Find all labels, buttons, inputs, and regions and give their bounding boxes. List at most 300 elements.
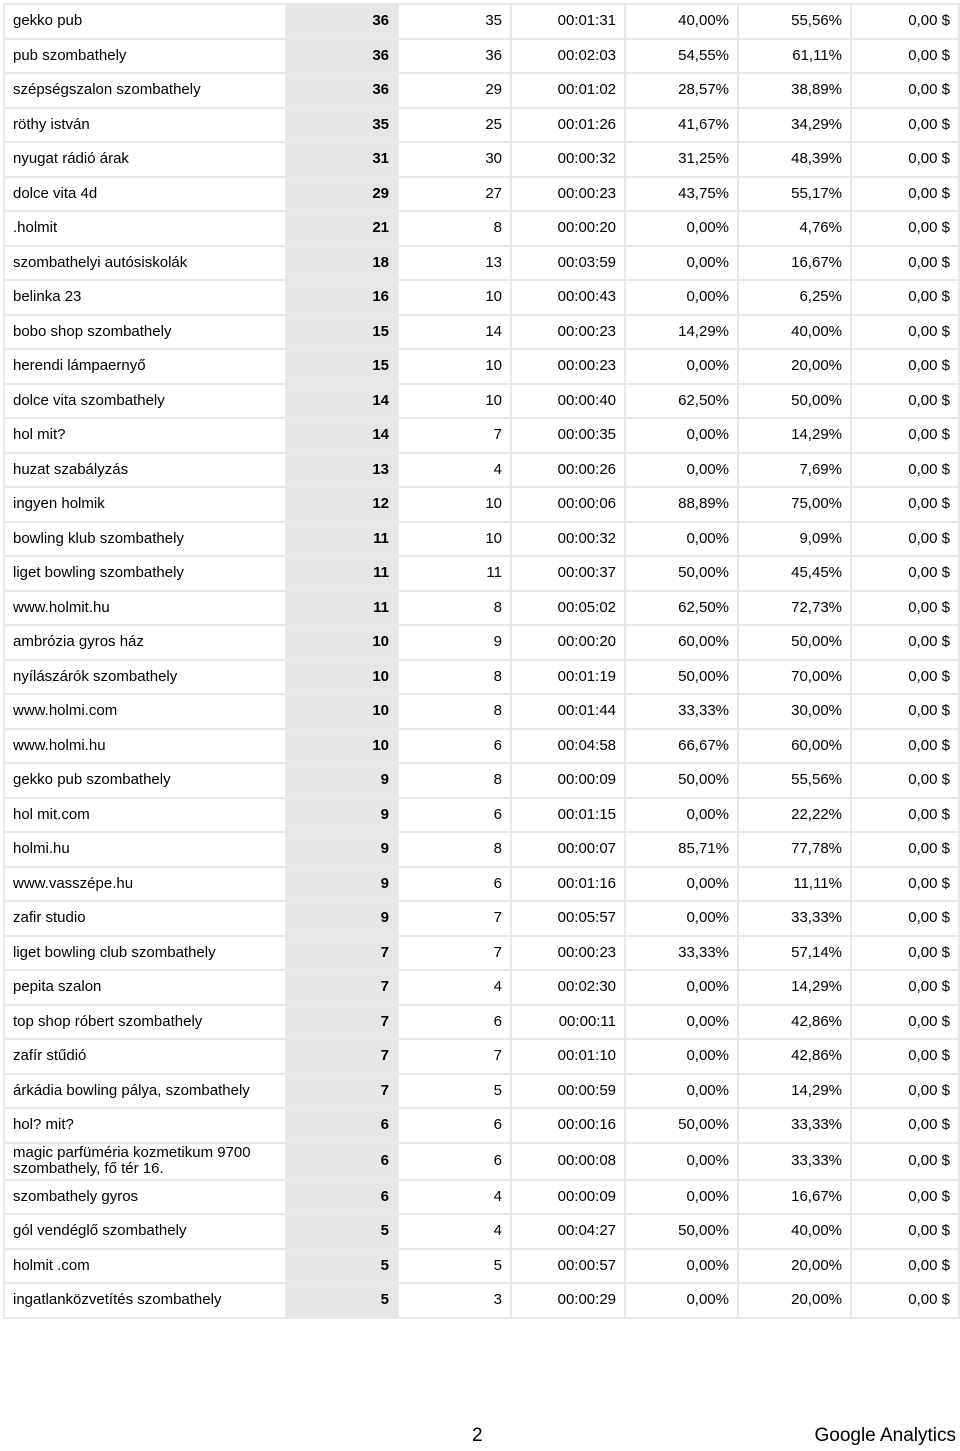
keyword-cell: zafír stűdió: [4, 1039, 286, 1074]
bounce-rate-cell: 38,89%: [738, 73, 851, 108]
visits-cell: 11: [286, 556, 398, 591]
revenue-cell: 0,00 $: [851, 694, 959, 729]
table-row: [4, 73, 959, 108]
visits-cell: 9: [286, 901, 398, 936]
avg-time-cell: 00:00:23: [511, 315, 625, 350]
revenue-cell: 0,00 $: [851, 418, 959, 453]
pages-per-visit-cell: 8: [398, 591, 511, 626]
keyword-cell: árkádia bowling pálya, szombathely: [4, 1074, 286, 1109]
pages-per-visit-cell: 6: [398, 1108, 511, 1143]
avg-time-cell: 00:00:29: [511, 1283, 625, 1318]
visits-cell: 11: [286, 522, 398, 557]
new-visits-cell: 0,00%: [625, 1249, 738, 1284]
footer-brand: Google Analytics: [814, 1425, 956, 1446]
visits-cell: 7: [286, 970, 398, 1005]
avg-time-cell: 00:00:07: [511, 832, 625, 867]
table-row: [4, 1074, 959, 1109]
bounce-rate-cell: 30,00%: [738, 694, 851, 729]
avg-time-cell: 00:01:19: [511, 660, 625, 695]
avg-time-cell: 00:01:26: [511, 108, 625, 143]
avg-time-cell: 00:04:58: [511, 729, 625, 764]
new-visits-cell: 62,50%: [625, 591, 738, 626]
bounce-rate-cell: 45,45%: [738, 556, 851, 591]
pages-per-visit-cell: 5: [398, 1074, 511, 1109]
pages-per-visit-cell: 6: [398, 1005, 511, 1040]
pages-per-visit-cell: 5: [398, 1249, 511, 1284]
bounce-rate-cell: 50,00%: [738, 625, 851, 660]
visits-cell: 10: [286, 625, 398, 660]
avg-time-cell: 00:00:11: [511, 1005, 625, 1040]
visits-cell: 36: [286, 73, 398, 108]
revenue-cell: 0,00 $: [851, 177, 959, 212]
visits-cell: 6: [286, 1108, 398, 1143]
page-number-text: 2: [472, 1425, 483, 1446]
revenue-cell: 0,00 $: [851, 556, 959, 591]
table-row: [4, 1214, 959, 1249]
revenue-cell: 0,00 $: [851, 211, 959, 246]
table-row: [4, 142, 959, 177]
new-visits-cell: 0,00%: [625, 901, 738, 936]
bounce-rate-cell: 33,33%: [738, 1108, 851, 1143]
keyword-cell: liget bowling club szombathely: [4, 936, 286, 971]
new-visits-cell: 0,00%: [625, 349, 738, 384]
table-row: [4, 453, 959, 488]
table-row: [4, 246, 959, 281]
table-row: [4, 349, 959, 384]
visits-cell: 14: [286, 418, 398, 453]
pages-per-visit-cell: 6: [398, 1143, 511, 1180]
keyword-cell: hol mit.com: [4, 798, 286, 833]
revenue-cell: 0,00 $: [851, 1180, 959, 1215]
table-row: [4, 901, 959, 936]
pages-per-visit-cell: 7: [398, 936, 511, 971]
avg-time-cell: 00:00:20: [511, 625, 625, 660]
keyword-cell: top shop róbert szombathely: [4, 1005, 286, 1040]
visits-cell: 9: [286, 763, 398, 798]
bounce-rate-cell: 70,00%: [738, 660, 851, 695]
table-row: [4, 1005, 959, 1040]
pages-per-visit-cell: 10: [398, 384, 511, 419]
keyword-cell: holmit .com: [4, 1249, 286, 1284]
pages-per-visit-cell: 4: [398, 1214, 511, 1249]
new-visits-cell: 0,00%: [625, 970, 738, 1005]
visits-cell: 5: [286, 1214, 398, 1249]
pages-per-visit-cell: 36: [398, 39, 511, 74]
revenue-cell: 0,00 $: [851, 453, 959, 488]
revenue-cell: 0,00 $: [851, 867, 959, 902]
visits-cell: 10: [286, 694, 398, 729]
table-row: [4, 487, 959, 522]
pages-per-visit-cell: 6: [398, 798, 511, 833]
revenue-cell: 0,00 $: [851, 798, 959, 833]
new-visits-cell: 31,25%: [625, 142, 738, 177]
visits-cell: 15: [286, 315, 398, 350]
bounce-rate-cell: 48,39%: [738, 142, 851, 177]
revenue-cell: 0,00 $: [851, 1249, 959, 1284]
avg-time-cell: 00:00:20: [511, 211, 625, 246]
revenue-cell: 0,00 $: [851, 901, 959, 936]
bounce-rate-cell: 75,00%: [738, 487, 851, 522]
revenue-cell: 0,00 $: [851, 142, 959, 177]
new-visits-cell: 0,00%: [625, 1039, 738, 1074]
new-visits-cell: 0,00%: [625, 1283, 738, 1318]
revenue-cell: 0,00 $: [851, 349, 959, 384]
avg-time-cell: 00:00:40: [511, 384, 625, 419]
keyword-cell: dolce vita 4d: [4, 177, 286, 212]
new-visits-cell: 28,57%: [625, 73, 738, 108]
bounce-rate-cell: 40,00%: [738, 1214, 851, 1249]
pages-per-visit-cell: 29: [398, 73, 511, 108]
keyword-cell: szépségszalon szombathely: [4, 73, 286, 108]
new-visits-cell: 0,00%: [625, 867, 738, 902]
revenue-cell: 0,00 $: [851, 522, 959, 557]
table-row: [4, 4, 959, 39]
avg-time-cell: 00:00:32: [511, 142, 625, 177]
pages-per-visit-cell: 8: [398, 832, 511, 867]
keyword-cell: liget bowling szombathely: [4, 556, 286, 591]
revenue-cell: 0,00 $: [851, 729, 959, 764]
revenue-cell: 0,00 $: [851, 763, 959, 798]
revenue-cell: 0,00 $: [851, 1074, 959, 1109]
new-visits-cell: 50,00%: [625, 1108, 738, 1143]
keyword-cell: herendi lámpaernyő: [4, 349, 286, 384]
visits-cell: 21: [286, 211, 398, 246]
table-row: [4, 625, 959, 660]
avg-time-cell: 00:01:15: [511, 798, 625, 833]
table-row: [4, 315, 959, 350]
table-row: [4, 211, 959, 246]
pages-per-visit-cell: 8: [398, 211, 511, 246]
visits-cell: 14: [286, 384, 398, 419]
pages-per-visit-cell: 4: [398, 453, 511, 488]
bounce-rate-cell: 72,73%: [738, 591, 851, 626]
visits-cell: 9: [286, 867, 398, 902]
bounce-rate-cell: 6,25%: [738, 280, 851, 315]
pages-per-visit-cell: 25: [398, 108, 511, 143]
visits-cell: 13: [286, 453, 398, 488]
avg-time-cell: 00:00:09: [511, 763, 625, 798]
pages-per-visit-cell: 10: [398, 280, 511, 315]
pages-per-visit-cell: 7: [398, 901, 511, 936]
table-row: [4, 556, 959, 591]
keyword-cell: hol? mit?: [4, 1108, 286, 1143]
pages-per-visit-cell: 10: [398, 349, 511, 384]
pages-per-visit-cell: 27: [398, 177, 511, 212]
keyword-cell: huzat szabályzás: [4, 453, 286, 488]
bounce-rate-cell: 11,11%: [738, 867, 851, 902]
revenue-cell: 0,00 $: [851, 591, 959, 626]
visits-cell: 15: [286, 349, 398, 384]
keyword-report-table: [3, 3, 960, 1319]
keyword-cell: .holmit: [4, 211, 286, 246]
new-visits-cell: 43,75%: [625, 177, 738, 212]
bounce-rate-cell: 20,00%: [738, 1249, 851, 1284]
table-row: [4, 39, 959, 74]
revenue-cell: 0,00 $: [851, 1005, 959, 1040]
new-visits-cell: 0,00%: [625, 522, 738, 557]
visits-cell: 9: [286, 832, 398, 867]
bounce-rate-cell: 33,33%: [738, 901, 851, 936]
new-visits-cell: 54,55%: [625, 39, 738, 74]
keyword-cell: gekko pub: [4, 4, 286, 39]
avg-time-cell: 00:00:06: [511, 487, 625, 522]
visits-cell: 29: [286, 177, 398, 212]
keyword-cell: www.holmit.hu: [4, 591, 286, 626]
pages-per-visit-cell: 6: [398, 867, 511, 902]
new-visits-cell: 60,00%: [625, 625, 738, 660]
table-body: [4, 4, 959, 1318]
new-visits-cell: 66,67%: [625, 729, 738, 764]
avg-time-cell: 00:01:16: [511, 867, 625, 902]
revenue-cell: 0,00 $: [851, 1283, 959, 1318]
pages-per-visit-cell: 14: [398, 315, 511, 350]
avg-time-cell: 00:00:16: [511, 1108, 625, 1143]
pages-per-visit-cell: 9: [398, 625, 511, 660]
new-visits-cell: 0,00%: [625, 798, 738, 833]
new-visits-cell: 85,71%: [625, 832, 738, 867]
bounce-rate-cell: 77,78%: [738, 832, 851, 867]
visits-cell: 7: [286, 1074, 398, 1109]
pages-per-visit-cell: 7: [398, 1039, 511, 1074]
new-visits-cell: 0,00%: [625, 1143, 738, 1180]
avg-time-cell: 00:01:02: [511, 73, 625, 108]
visits-cell: 7: [286, 1039, 398, 1074]
table-row: [4, 798, 959, 833]
revenue-cell: 0,00 $: [851, 660, 959, 695]
bounce-rate-cell: 9,09%: [738, 522, 851, 557]
keyword-cell: nyugat rádió árak: [4, 142, 286, 177]
table-row: [4, 1039, 959, 1074]
revenue-cell: 0,00 $: [851, 108, 959, 143]
new-visits-cell: 14,29%: [625, 315, 738, 350]
revenue-cell: 0,00 $: [851, 832, 959, 867]
new-visits-cell: 50,00%: [625, 763, 738, 798]
revenue-cell: 0,00 $: [851, 1039, 959, 1074]
revenue-cell: 0,00 $: [851, 315, 959, 350]
keyword-cell: ingyen holmik: [4, 487, 286, 522]
table-row: [4, 1180, 959, 1215]
revenue-cell: 0,00 $: [851, 39, 959, 74]
keyword-cell: röthy istván: [4, 108, 286, 143]
table-row: [4, 1108, 959, 1143]
revenue-cell: 0,00 $: [851, 487, 959, 522]
bounce-rate-cell: 14,29%: [738, 418, 851, 453]
new-visits-cell: 33,33%: [625, 694, 738, 729]
table-row: [4, 1249, 959, 1284]
bounce-rate-cell: 42,86%: [738, 1005, 851, 1040]
bounce-rate-cell: 60,00%: [738, 729, 851, 764]
bounce-rate-cell: 16,67%: [738, 246, 851, 281]
keyword-cell: dolce vita szombathely: [4, 384, 286, 419]
visits-cell: 6: [286, 1180, 398, 1215]
table-row: [4, 591, 959, 626]
pages-per-visit-cell: 11: [398, 556, 511, 591]
keyword-cell: nyílászárók szombathely: [4, 660, 286, 695]
revenue-cell: 0,00 $: [851, 1108, 959, 1143]
revenue-cell: 0,00 $: [851, 246, 959, 281]
new-visits-cell: 0,00%: [625, 1005, 738, 1040]
visits-cell: 6: [286, 1143, 398, 1180]
bounce-rate-cell: 22,22%: [738, 798, 851, 833]
avg-time-cell: 00:00:37: [511, 556, 625, 591]
pages-per-visit-cell: 4: [398, 1180, 511, 1215]
pages-per-visit-cell: 35: [398, 4, 511, 39]
keyword-cell: gól vendéglő szombathely: [4, 1214, 286, 1249]
table-row: [4, 867, 959, 902]
pages-per-visit-cell: 30: [398, 142, 511, 177]
table-row: [4, 522, 959, 557]
revenue-cell: 0,00 $: [851, 73, 959, 108]
avg-time-cell: 00:05:02: [511, 591, 625, 626]
revenue-cell: 0,00 $: [851, 936, 959, 971]
avg-time-cell: 00:00:09: [511, 1180, 625, 1215]
new-visits-cell: 0,00%: [625, 211, 738, 246]
revenue-cell: 0,00 $: [851, 280, 959, 315]
pages-per-visit-cell: 8: [398, 660, 511, 695]
visits-cell: 10: [286, 729, 398, 764]
keyword-cell: belinka 23: [4, 280, 286, 315]
avg-time-cell: 00:00:23: [511, 936, 625, 971]
revenue-cell: 0,00 $: [851, 625, 959, 660]
pages-per-visit-cell: 3: [398, 1283, 511, 1318]
keyword-cell: szombathely gyros: [4, 1180, 286, 1215]
keyword-cell: bobo shop szombathely: [4, 315, 286, 350]
bounce-rate-cell: 34,29%: [738, 108, 851, 143]
avg-time-cell: 00:00:59: [511, 1074, 625, 1109]
new-visits-cell: 0,00%: [625, 1074, 738, 1109]
new-visits-cell: 0,00%: [625, 246, 738, 281]
avg-time-cell: 00:04:27: [511, 1214, 625, 1249]
table-row: [4, 418, 959, 453]
keyword-cell: hol mit?: [4, 418, 286, 453]
new-visits-cell: 50,00%: [625, 1214, 738, 1249]
table-row: [4, 763, 959, 798]
bounce-rate-cell: 14,29%: [738, 1074, 851, 1109]
bounce-rate-cell: 55,56%: [738, 763, 851, 798]
new-visits-cell: 33,33%: [625, 936, 738, 971]
new-visits-cell: 0,00%: [625, 453, 738, 488]
keyword-cell: pepita szalon: [4, 970, 286, 1005]
keyword-cell: pub szombathely: [4, 39, 286, 74]
revenue-cell: 0,00 $: [851, 1143, 959, 1180]
visits-cell: 36: [286, 4, 398, 39]
bounce-rate-cell: 57,14%: [738, 936, 851, 971]
new-visits-cell: 88,89%: [625, 487, 738, 522]
visits-cell: 7: [286, 936, 398, 971]
table-row: [4, 108, 959, 143]
table-row: [4, 694, 959, 729]
table-row: [4, 832, 959, 867]
keyword-cell: ambrózia gyros ház: [4, 625, 286, 660]
new-visits-cell: 50,00%: [625, 556, 738, 591]
pages-per-visit-cell: 8: [398, 694, 511, 729]
visits-cell: 31: [286, 142, 398, 177]
visits-cell: 36: [286, 39, 398, 74]
keyword-cell: holmi.hu: [4, 832, 286, 867]
avg-time-cell: 00:00:23: [511, 349, 625, 384]
bounce-rate-cell: 14,29%: [738, 970, 851, 1005]
pages-per-visit-cell: 10: [398, 487, 511, 522]
pages-per-visit-cell: 10: [398, 522, 511, 557]
new-visits-cell: 0,00%: [625, 418, 738, 453]
bounce-rate-cell: 50,00%: [738, 384, 851, 419]
table-row: [4, 970, 959, 1005]
visits-cell: 18: [286, 246, 398, 281]
bounce-rate-cell: 42,86%: [738, 1039, 851, 1074]
table-row: [4, 1143, 959, 1180]
bounce-rate-cell: 20,00%: [738, 349, 851, 384]
avg-time-cell: 00:01:31: [511, 4, 625, 39]
table-row: [4, 660, 959, 695]
pages-per-visit-cell: 8: [398, 763, 511, 798]
keyword-cell: zafir studio: [4, 901, 286, 936]
avg-time-cell: 00:00:32: [511, 522, 625, 557]
revenue-cell: 0,00 $: [851, 4, 959, 39]
revenue-cell: 0,00 $: [851, 384, 959, 419]
bounce-rate-cell: 61,11%: [738, 39, 851, 74]
pages-per-visit-cell: 6: [398, 729, 511, 764]
pages-per-visit-cell: 7: [398, 418, 511, 453]
keyword-cell: ingatlanközvetítés szombathely: [4, 1283, 286, 1318]
avg-time-cell: 00:00:35: [511, 418, 625, 453]
visits-cell: 5: [286, 1283, 398, 1318]
keyword-cell: bowling klub szombathely: [4, 522, 286, 557]
bounce-rate-cell: 7,69%: [738, 453, 851, 488]
bounce-rate-cell: 55,56%: [738, 4, 851, 39]
keyword-cell: gekko pub szombathely: [4, 763, 286, 798]
new-visits-cell: 62,50%: [625, 384, 738, 419]
keyword-cell: szombathelyi autósiskolák: [4, 246, 286, 281]
bounce-rate-cell: 4,76%: [738, 211, 851, 246]
new-visits-cell: 41,67%: [625, 108, 738, 143]
bounce-rate-cell: 20,00%: [738, 1283, 851, 1318]
bounce-rate-cell: 55,17%: [738, 177, 851, 212]
table-row: [4, 384, 959, 419]
visits-cell: 5: [286, 1249, 398, 1284]
table-row: [4, 1283, 959, 1318]
revenue-cell: 0,00 $: [851, 1214, 959, 1249]
avg-time-cell: 00:00:26: [511, 453, 625, 488]
avg-time-cell: 00:01:44: [511, 694, 625, 729]
visits-cell: 11: [286, 591, 398, 626]
table-row: [4, 280, 959, 315]
new-visits-cell: 40,00%: [625, 4, 738, 39]
table-row: [4, 177, 959, 212]
visits-cell: 35: [286, 108, 398, 143]
table-row: [4, 936, 959, 971]
avg-time-cell: 00:00:43: [511, 280, 625, 315]
avg-time-cell: 00:02:30: [511, 970, 625, 1005]
keyword-cell: magic parfüméria kozmetikum 9700 szombathely, fő tér 16.: [4, 1143, 286, 1180]
visits-cell: 9: [286, 798, 398, 833]
visits-cell: 7: [286, 1005, 398, 1040]
visits-cell: 12: [286, 487, 398, 522]
keyword-cell: www.vasszépe.hu: [4, 867, 286, 902]
avg-time-cell: 00:01:10: [511, 1039, 625, 1074]
avg-time-cell: 00:02:03: [511, 39, 625, 74]
table-row: [4, 729, 959, 764]
bounce-rate-cell: 33,33%: [738, 1143, 851, 1180]
avg-time-cell: 00:00:23: [511, 177, 625, 212]
bounce-rate-cell: 16,67%: [738, 1180, 851, 1215]
visits-cell: 10: [286, 660, 398, 695]
revenue-cell: 0,00 $: [851, 970, 959, 1005]
avg-time-cell: 00:00:57: [511, 1249, 625, 1284]
keyword-cell: www.holmi.com: [4, 694, 286, 729]
visits-cell: 16: [286, 280, 398, 315]
pages-per-visit-cell: 4: [398, 970, 511, 1005]
bounce-rate-cell: 40,00%: [738, 315, 851, 350]
